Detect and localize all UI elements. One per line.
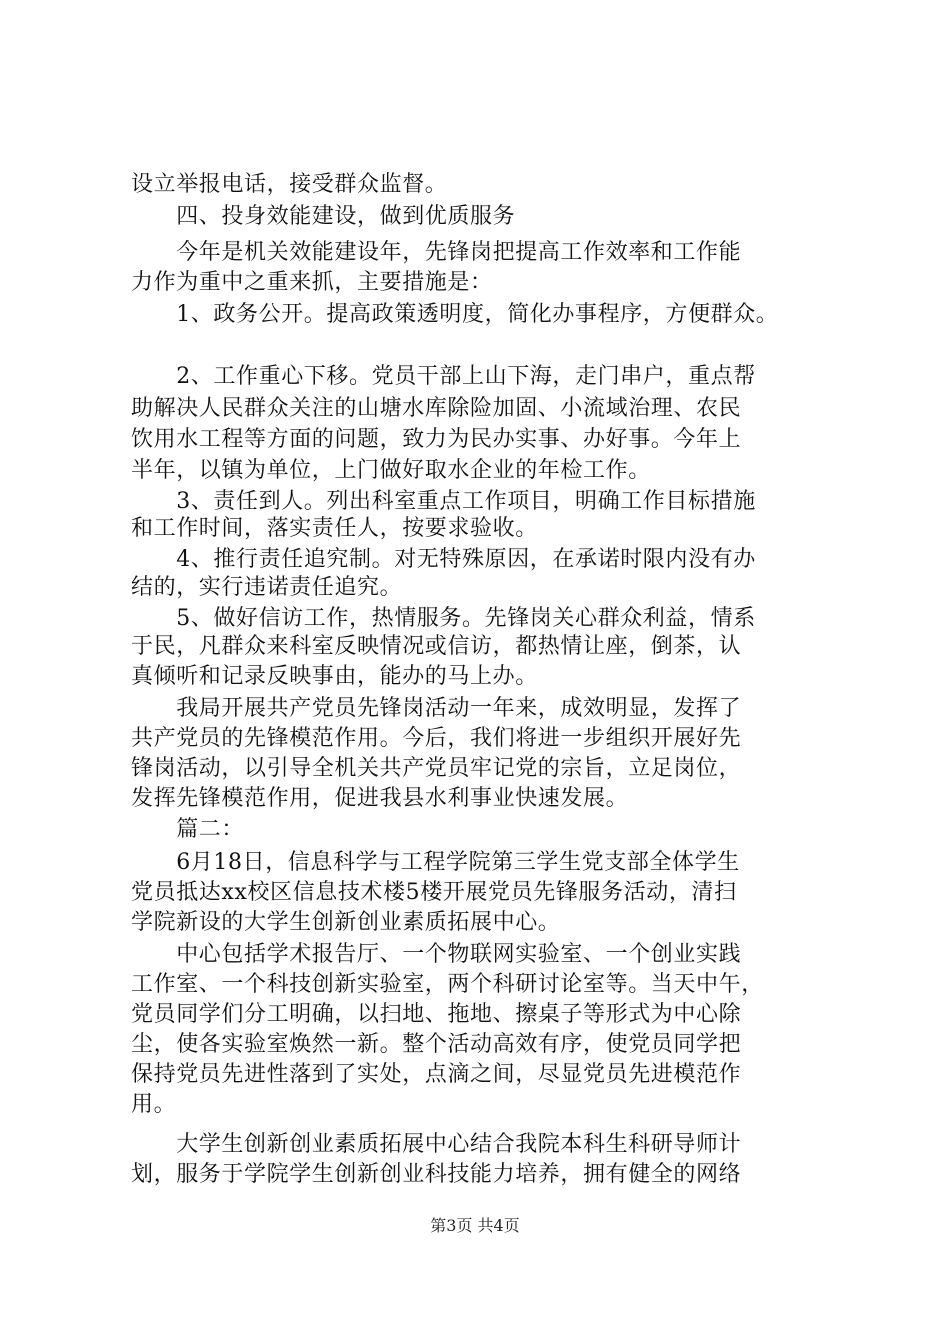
text-line: 结的，实行违诺责任追究。 (131, 575, 403, 600)
page-footer (0, 1216, 950, 1236)
text-line: 发挥先锋模范作用，促进我县水利事业快速发展。 (131, 786, 629, 811)
text-line: 划，服务于学院学生创新创业科技能力培养，拥有健全的网络 (131, 1162, 742, 1187)
text-line: 工作室、一个科技创新实验室，两个科研讨论室等。当天中午， (131, 972, 764, 997)
page-number-label: 第3页 共4页 (430, 1216, 520, 1235)
text-line: 和工作时间，落实责任人，按要求验收。 (131, 516, 538, 541)
text-line: 6月18日，信息科学与工程学院第三学生党支部全体学生 (131, 850, 740, 875)
text-line: 我局开展共产党员先锋岗活动一年来，成效明显，发挥了 (131, 696, 742, 721)
text-line: 尘，使各实验室焕然一新。整个活动高效有序，使党员同学把 (131, 1032, 742, 1057)
text-line: 于民，凡群众来科室反映情况或信访，都热情让座，倒茶，认 (131, 634, 742, 659)
text-line: 半年，以镇为单位，上门做好取水企业的年检工作。 (131, 458, 651, 483)
text-line: 饮用水工程等方面的问题，致力为民办实事、办好事。今年上 (131, 427, 742, 452)
text-line: 学院新设的大学生创新创业素质拓展中心。 (131, 910, 561, 935)
text-line: 4、推行责任追究制。对无特殊原因，在承诺时限内没有办 (131, 547, 756, 572)
text-line: 设立举报电话，接受群众监督。 (131, 172, 448, 197)
text-line: 共产党员的先锋模范作用。今后，我们将进一步组织开展好先 (131, 726, 742, 751)
text-line: 党员抵达xx校区信息技术楼5楼开展党员先锋服务活动，清扫 (131, 880, 737, 905)
text-line: 5、做好信访工作，热情服务。先锋岗关心群众利益，情系 (131, 606, 756, 631)
section-heading: 篇二： (131, 817, 245, 842)
text-line: 保持党员先进性落到了实处，点滴之间，尽显党员先进模范作 (131, 1062, 742, 1087)
text-line: 党员同学们分工明确，以扫地、拖地、擦桌子等形式为中心除 (131, 1002, 742, 1027)
text-line: 3、责任到人。列出科室重点工作项目，明确工作目标措施 (131, 489, 756, 514)
section-heading: 四、投身效能建设，做到优质服务 (131, 204, 516, 229)
text-line: 助解决人民群众关注的山塘水库除险加固、小流域治理、农民 (131, 396, 742, 421)
text-line: 力作为重中之重来抓，主要措施是： (131, 270, 493, 295)
text-line: 锋岗活动，以引导全机关共产党员牢记党的宗旨，立足岗位， (131, 756, 742, 781)
text-line: 大学生创新创业素质拓展中心结合我院本科生科研导师计 (131, 1132, 742, 1157)
text-line: 今年是机关效能建设年，先锋岗把提高工作效率和工作能 (131, 240, 742, 265)
text-line: 中心包括学术报告厅、一个物联网实验室、一个创业实践 (131, 942, 742, 967)
text-line: 真倾听和记录反映事由，能办的马上办。 (131, 664, 538, 689)
text-line: 用。 (131, 1092, 177, 1117)
text-line: 2、工作重心下移。党员干部上山下海，走门串户，重点帮 (131, 364, 756, 389)
text-line: 1、政务公开。提高政策透明度，简化办事程序，方便群众。 (131, 302, 779, 327)
